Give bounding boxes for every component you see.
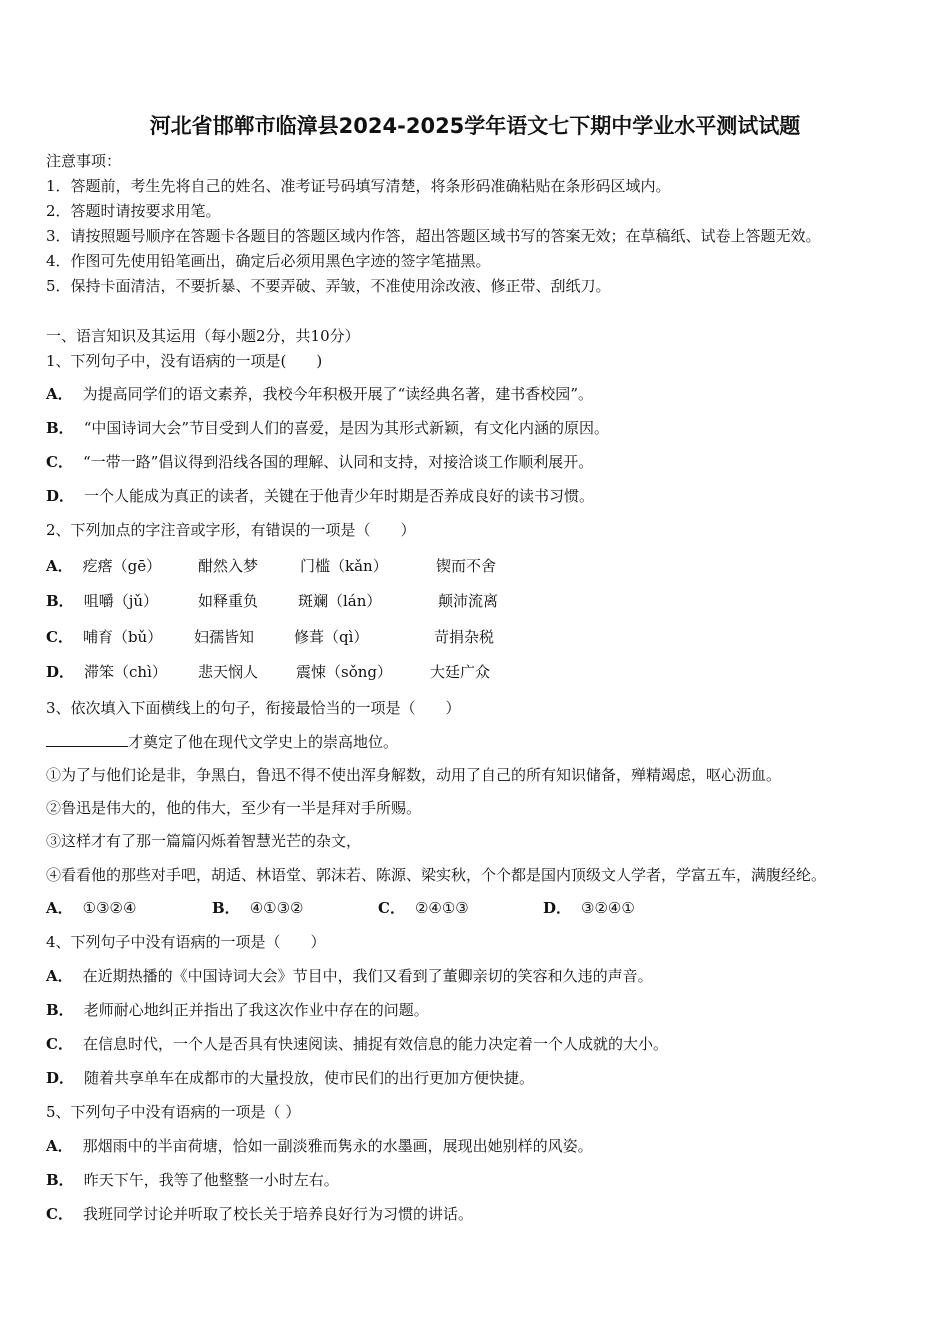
answer-blank[interactable] [46,732,128,747]
option-text: 在信息时代，一个人是否具有快速阅读、捕捉有效信息的能力决定着一个人成就的大小。 [82,1035,668,1053]
sentence-item: ①为了与他们论是非，争黑白，鲁迅不得不使出浑身解数，动用了自己的所有知识储备，殚精竭虑，呕心沥血。 [46,766,782,784]
option-a[interactable] [46,384,593,404]
option-label: C． [46,453,73,471]
option-label: C． [46,1035,73,1053]
option-cell: 颠沛流离 [438,592,499,610]
page-title: 河北省邯郸市临漳县2024-2025学年语文七下期中学业水平测试试题 [149,114,801,138]
option-label: D． [46,487,75,505]
option-label: A． [46,1137,73,1155]
option-a[interactable] [46,898,136,918]
sentence-item: ②鲁迅是伟大的，他的伟大，至少有一半是拜对手所赐。 [46,799,422,817]
notice-item: 3．请按照题号顺序在答题卡各题目的答题区域内作答，超出答题区域书写的答案无效；在草稿纸、试卷上答题无效。 [46,227,821,245]
option-a[interactable] [46,966,653,986]
option-b[interactable] [46,1170,339,1190]
option-text: ④①③② [249,899,304,917]
option-text: 老师耐心地纠正并指出了我这次作业中存在的问题。 [83,1001,429,1019]
question-stem: 3、依次填入下面横线上的句子，衔接最恰当的一项是（ ） [46,699,461,717]
question-stem: 1、下列句子中，没有语病的一项是( ) [46,352,323,370]
notice-heading: 注意事项： [46,152,122,170]
option-cell: 门槛（kǎn） [300,557,388,575]
option-b[interactable] [212,898,303,918]
section-heading: 一、语言知识及其运用（每小题2分，共10分） [46,327,360,345]
option-cell: 锲而不舍 [436,557,497,575]
option-label: C． [46,1205,73,1223]
option-label: D． [46,1069,75,1087]
option-label: C． [46,628,73,646]
option-label: D． [543,899,572,917]
option-cell: 咀嚼（jǔ） [83,592,158,610]
option-text: ②④①③ [414,899,469,917]
option-cell: 哺育（bǔ） [82,628,163,646]
option-b[interactable] [46,1000,429,1020]
option-cell: 疙瘩（gē） [82,557,162,575]
option-text: “中国诗词大会”节目受到人们的喜爱，是因为其形式新颖，有文化内涵的原因。 [83,419,610,437]
option-d[interactable] [543,898,635,918]
notice-item: 5．保持卡面清洁，不要折暴、不要弄破、弄皱，不准使用涂改液、修正带、刮纸刀。 [46,277,611,295]
option-label: A． [46,899,73,917]
sentence-item: ③这样才有了那一篇篇闪烁着智慧光芒的杂文， [46,832,362,850]
option-label: B． [46,1001,74,1019]
option-text: 昨天下午，我等了他整整一小时左右。 [83,1171,339,1189]
option-label: B． [46,419,74,437]
option-c[interactable] [46,452,593,472]
notice-item: 1．答题前，考生先将自己的姓名、准考证号码填写清楚，将条形码准确粘贴在条形码区域内。 [46,177,671,195]
option-text: 我班同学讨论并听取了校长关于培养良好行为习惯的讲话。 [82,1205,473,1223]
question-stem: 2、下列加点的字注音或字形，有错误的一项是（ ） [46,521,416,539]
option-b[interactable] [46,418,609,438]
sentence-item: ④看看他的那些对手吧，胡适、林语堂、郭沫若、陈源、梁实秋，个个都是国内顶级文人学者，学富五车，满腹经纶。 [46,866,827,884]
option-cell: 妇孺皆知 [194,628,255,646]
option-cell: 震悚（sǒng） [296,663,392,681]
option-text: ①③②④ [82,899,137,917]
option-text: 为提高同学们的语文素养，我校今年积极开展了“读经典名著，建书香校园”。 [82,385,593,403]
option-label: B． [46,1171,74,1189]
option-label: A． [46,967,73,985]
fill-blank-line [46,732,398,752]
option-label: B． [46,592,74,610]
option-cell: 修葺（qì） [294,628,369,646]
option-text: 在近期热播的《中国诗词大会》节目中，我们又看到了董卿亲切的笑容和久违的声音。 [82,967,653,985]
option-text: 那烟雨中的半亩荷塘，恰如一副淡雅而隽永的水墨画，展现出她别样的风姿。 [82,1137,593,1155]
option-text: ③②④① [581,899,635,917]
option-label: B． [212,899,240,917]
option-text: “一带一路”倡议得到沿线各国的理解、认同和支持，对接洽谈工作顺利展开。 [82,453,594,471]
option-label: D． [46,663,75,681]
option-label: C． [378,899,405,917]
option-text: 一个人能成为真正的读者，关键在于他青少年时期是否养成良好的读书习惯。 [84,487,595,505]
option-d[interactable] [46,486,594,506]
option-a[interactable] [46,1136,593,1156]
option-label: A． [46,557,73,575]
option-cell: 大廷广众 [430,663,491,681]
option-cell: 滞笨（chì） [84,663,167,681]
option-cell: 酣然入梦 [198,557,259,575]
option-c[interactable] [46,1204,473,1224]
option-c[interactable] [378,898,469,918]
blank-tail: 才奠定了他在现代文学史上的崇高地位。 [128,733,399,751]
option-cell: 悲天悯人 [198,663,259,681]
option-label: A． [46,385,73,403]
option-text: 随着共享单车在成都市的大量投放，使市民们的出行更加方便快捷。 [84,1069,535,1087]
notice-item: 4．作图可先使用铅笔画出，确定后必须用黑色字迹的签字笔描黑。 [46,252,491,270]
notice-item: 2．答题时请按要求用笔。 [46,202,221,220]
option-cell: 苛捐杂税 [434,628,495,646]
question-stem: 4、下列句子中没有语病的一项是（ ） [46,933,326,951]
question-stem: 5、下列句子中没有语病的一项是（ ） [46,1103,301,1121]
option-cell: 如释重负 [198,592,259,610]
option-d[interactable] [46,1068,534,1088]
option-cell: 斑斓（lán） [298,592,382,610]
option-c[interactable] [46,1034,668,1054]
